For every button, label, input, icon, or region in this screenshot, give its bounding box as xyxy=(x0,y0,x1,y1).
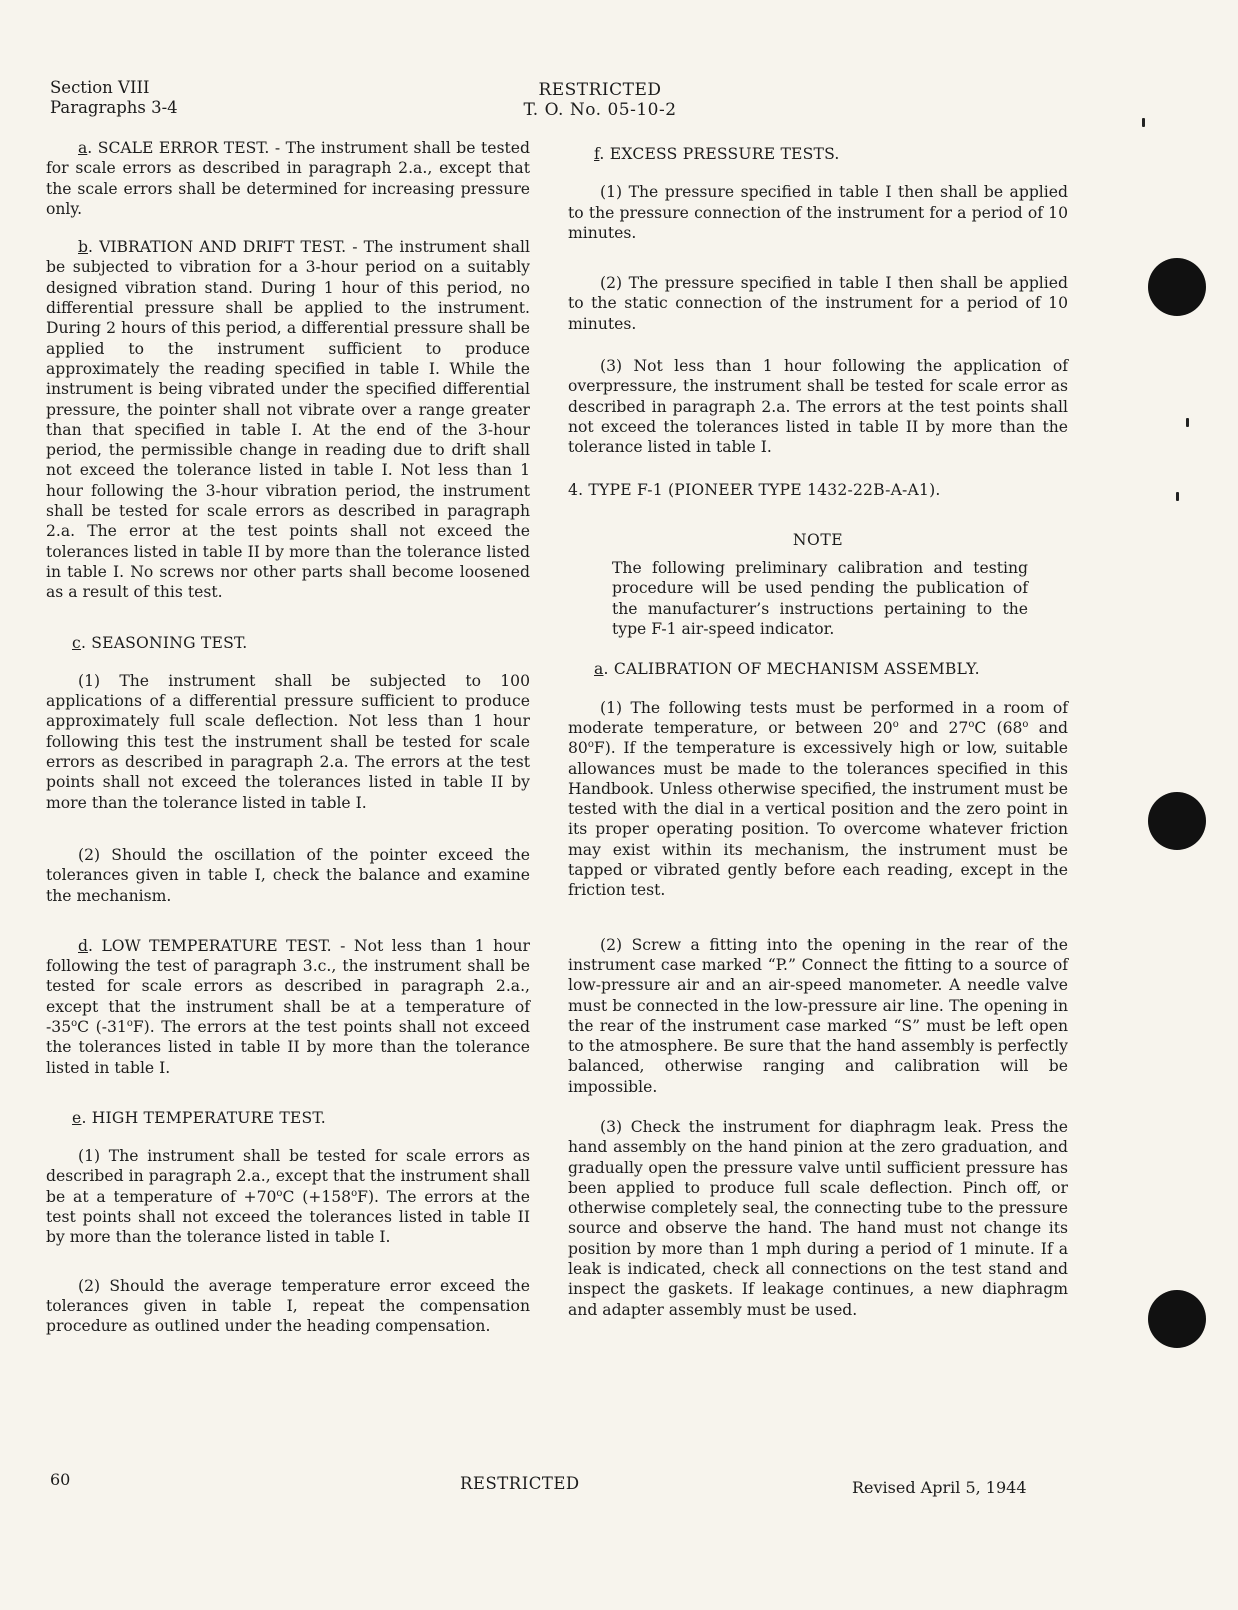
paragraph-e1: (1) The instrument shall be tested for scale errors as described in paragraph 2.a., except that the instrument shall be at a temperature of $+70^oC$ $(+158^oF)$. The errors at the test points shall not exceed the tolerances listed in table II by more than the tolerance listed in table I. xyxy=(46,1147,530,1247)
footer-classification: RESTRICTED xyxy=(460,1474,580,1493)
note-title: NOTE xyxy=(792,530,844,549)
note-body: The following preliminary calibration and testing procedure will be used pending the publication of the manufacturer’s instructions pertaining to the type F-1 air-speed indicator. xyxy=(612,559,1028,639)
heading-c-seasoning-test: c. SEASONING TEST. xyxy=(72,633,248,652)
paragraph-b-vibration-drift-test: b. VIBRATION AND DRIFT TEST. - The instrument shall be subjected to vibration for a 3-hour period on a suitably designed vibration stand. During 1 hour of this period, no differential pressure shall be applied to the instrument. During 2 hours of this period, a differential pressure shall be applied to the instrument sufficient to produce approximately the reading specified in table I. While the instrument is being vibrated under the specified differential pressure, the pointer shall not vibrate over a range greater than that specified in table I. At the end of the 3-hour period, the permissible change in reading due to drift shall not exceed the tolerance listed in table I. Not less than 1 hour following the 3-hour vibration period, the instrument shall be tested for scale errors as described in paragraph 2.a. The error at the test points shall not exceed the tolerances listed in table II by more than the tolerance listed in table I. No screws nor other parts shall become loosened as a result of this test. xyxy=(46,238,530,602)
paragraph-f3: (3) Not less than 1 hour following the application of overpressure, the instrument shall be tested for scale error as described in paragraph 2.a. The errors at the test points shall not exceed the tolerances listed in table II by more than the tolerance listed in table I. xyxy=(568,357,1068,457)
paragraph-c2: (2) Should the oscillation of the pointer exceed the tolerances given in table I, check the balance and examine the mechanism. xyxy=(46,845,530,905)
paragraph-a1: (1) The following tests must be performed in a room of moderate temperature, or between 20$^o$ and 27$^o$C (68$^o$ and 80$^o$F). If the temperature is excessively high or low, suitable allowances must be made to the tolerances specified in this Handbook. Unless otherwise specified, the instrument must be tested with the dial in a vertical position and the zero point in its proper operating position. To overcome whatever friction may exist within its mechanism, the instrument must be tapped or vibrated gently before each reading, except in the friction test. xyxy=(568,698,1068,900)
paragraph-a-scale-error-test: a. SCALE ERROR TEST. - The instrument shall be tested for scale errors as described in paragraph 2.a., except that the scale errors shall be determined for increasing pressure only. xyxy=(46,139,530,218)
technical-order-number: T. O. No. 05-10-2 xyxy=(523,100,677,120)
binder-hole-bottom xyxy=(1148,1290,1206,1348)
left-column xyxy=(46,138,530,1355)
header-center xyxy=(430,80,770,120)
paragraphs-label: Paragraphs 3-4 xyxy=(50,98,178,117)
paragraph-f2: (2) The pressure specified in table I then shall be applied to the static connection of the instrument for a period of 10 minutes. xyxy=(568,274,1068,333)
margin-mark xyxy=(1186,418,1189,427)
paragraph-a3: (3) Check the instrument for diaphragm leak. Press the hand assembly on the hand pinion at the zero graduation, and gradually open the pressure valve until sufficient pressure has been applied to produce full scale deflection. Pinch off, or otherwise completely seal, the connecting tube to the pressure source and observe the hand. The hand must not change its position by more than 1 mph during a period of 1 minute. If a leak is indicated, check all connections on the test stand and inspect the gaskets. If leakage continues, a new diaphragm and adapter assembly must be used. xyxy=(568,1117,1068,1319)
page-number: 60 xyxy=(50,1470,71,1489)
paragraph-a2: (2) Screw a fitting into the opening in the rear of the instrument case marked “P.” Connect the fitting to a source of low-pressure air and an air-speed manometer. A needle valve must be connected in the low-pressure air line. The opening in the rear of the instrument case marked “S” must be left open to the atmosphere. Be sure that the hand assembly is perfectly balanced, otherwise ranging and calibration will be impossible. xyxy=(568,935,1068,1096)
header-classification: RESTRICTED xyxy=(538,80,662,100)
header-left xyxy=(50,78,178,118)
margin-mark xyxy=(1142,118,1145,127)
right-column xyxy=(568,144,1068,1338)
paragraph-d-low-temperature-test: d. LOW TEMPERATURE TEST. - Not less than 1 hour following the test of paragraph 3.c., the instrument shall be tested for scale errors as described in paragraph 2.a., except that the instrument shall be at a temperature of -35$^o$C (-31$^o$F). The errors at the test points shall not exceed the tolerances listed in table II by more than the tolerance listed in table I. xyxy=(46,936,530,1077)
section-4-heading: 4. TYPE F-1 (PIONEER TYPE 1432-22B-A-A1). xyxy=(568,480,941,499)
binder-hole-top xyxy=(1148,258,1206,316)
binder-hole-middle xyxy=(1148,792,1206,850)
revision-date: Revised April 5, 1944 xyxy=(852,1478,1027,1497)
paragraph-c1: (1) The instrument shall be subjected to 100 applications of a differential pressure sufficient to produce approximately full scale deflection. Not less than 1 hour following this test the instrument shall be tested for scale errors as described in paragraph 2.a. The errors at the test points shall not exceed the tolerances listed in table II by more than the tolerance listed in table I. xyxy=(46,671,530,812)
paragraph-e2: (2) Should the average temperature error exceed the tolerances given in table I, repeat the compensation procedure as outlined under the heading compensation. xyxy=(46,1276,530,1336)
heading-f-excess-pressure-tests: f. EXCESS PRESSURE TESTS. xyxy=(594,145,840,163)
section-label: Section VIII xyxy=(50,78,150,97)
heading-e-high-temperature-test: e. HIGH TEMPERATURE TEST. xyxy=(72,1108,326,1127)
margin-mark xyxy=(1176,492,1179,501)
heading-a-calibration-mechanism: a. CALIBRATION OF MECHANISM ASSEMBLY. xyxy=(594,660,980,679)
paragraph-f1: (1) The pressure specified in table I then shall be applied to the pressure connection of the instrument for a period of 10 minutes. xyxy=(568,183,1068,242)
